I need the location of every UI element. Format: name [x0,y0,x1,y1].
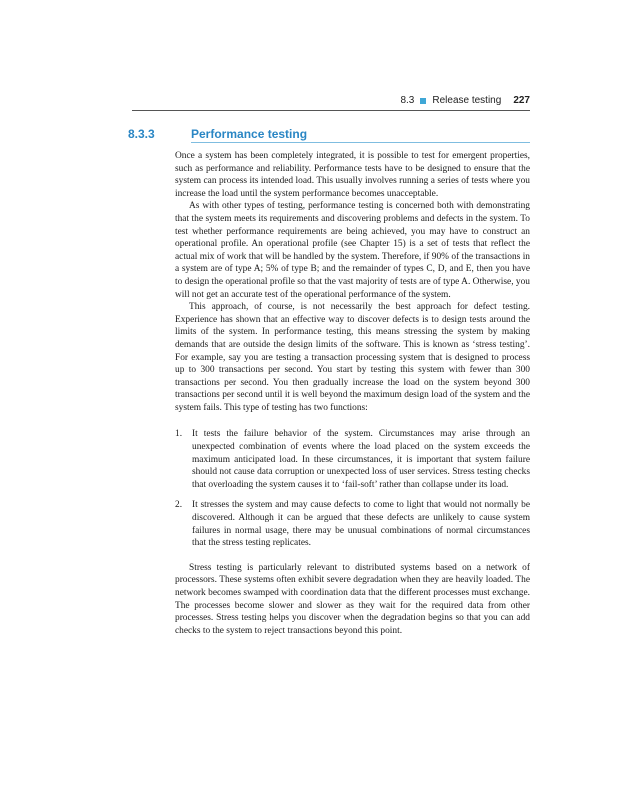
section-title-rule [191,142,530,143]
square-bullet-icon [420,98,426,104]
list-item-text: It tests the failure behavior of the system. Circumstances may arise through an unexpected combination of events where the load placed on the system exceeds the maximum anticipated load. In these circumstances, it is important that system failure should not cause data corruption or unexpected loss of user services. Stress testing checks that overloading the system causes it to ‘fail-soft’ rather than collapse under its load. [192,429,530,490]
section-title: Performance testing [191,127,308,141]
closing-paragraph: Stress testing is particularly relevant to distributed systems based on a network of processors. These systems often exhibit severe degradation when they are heavily loaded. The network becomes swamped with coordination data that the different processes must exchange. The processes become slower and slower as they wait for the required data from other processes. Stress testing helps you discover when the degradation begins so that you can add checks to the system to reject transactions beyond this point. [175,562,530,636]
header-rule [132,110,530,111]
list-item-number: 2. [175,500,183,511]
running-head [400,95,530,106]
page-number: 227 [513,95,530,106]
list-item-text: It stresses the system and may cause defects to come to light that would not normally be discovered. Although it can be argued that these defects are unlikely to cause system failures in normal usage, there may be unusual combinations of normal circumstances that the stress testing replicates. [192,500,530,549]
list-item [175,428,530,491]
running-head-section: 8.3 [400,95,415,106]
running-head-title: Release testing [432,95,502,106]
list-item-number: 1. [175,429,183,440]
body-text [175,150,530,637]
paragraph-3: This approach, of course, is not necessarily the best approach for defect testing. Experience has shown that an effective way to discover defects is to design tests around the limits of the system. In performance testing, this means stressing the system by making demands that are outside the design limits of the software. This is known as ‘stress testing’. For example, say you are testing a transaction processing system that is designed to process up to 300 transactions per second. You start by testing this system with fewer than 300 transactions per second. You then gradually increase the load on the system beyond 300 transactions per second until it is well beyond the maximum design load of the system and the system fails. This type of testing has two functions: [175,302,530,413]
list-item [175,499,530,549]
paragraph-2: As with other types of testing, performance testing is concerned both with demonstrating that the system meets its requirements and discovering problems and defects in the system. To test whether performance requirements are being achieved, you may have to construct an operational profile. An operational profile (see Chapter 15) is a set of tests that reflect the actual mix of work that will be handled by the system. Therefore, if 90% of the transactions in a system are of type A; 5% of type B; and the remainder of types C, D, and E, then you have to design the operational profile so that the vast majority of tests are of type A. Otherwise, you will not get an accurate test of the operational performance of the system. [175,201,530,300]
section-number: 8.3.3 [128,127,155,141]
numbered-list [175,428,530,549]
paragraph-1: Once a system has been completely integrated, it is possible to test for emergent properties, such as performance and reliability. Performance tests have to be designed to ensure that the system can process its intended load. This usually involves running a series of tests where you increase the load until the system performance becomes unacceptable. [175,151,530,199]
